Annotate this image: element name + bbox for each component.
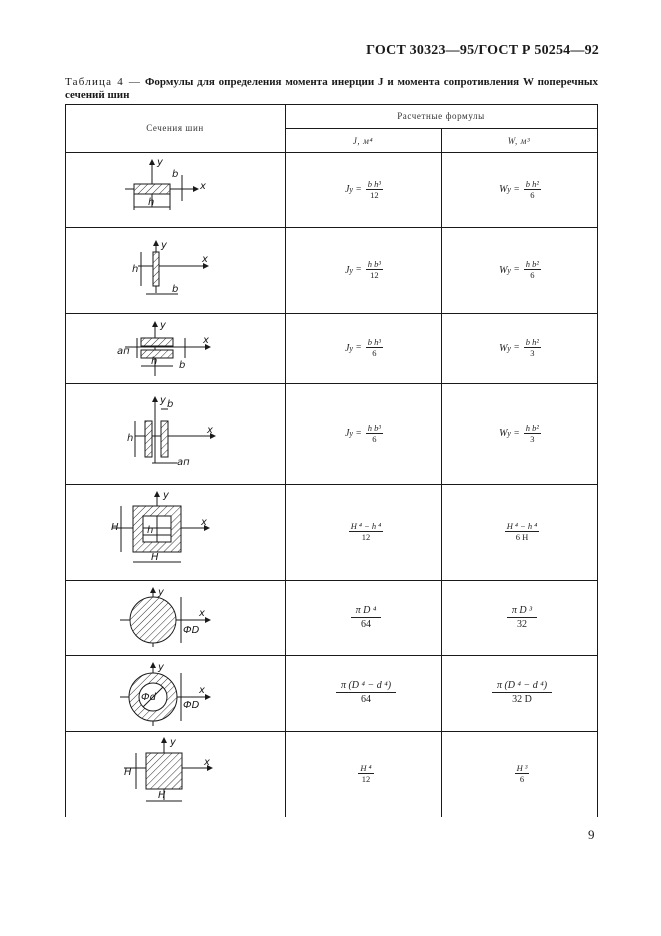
svg-text:h: h [151, 356, 158, 367]
svg-text:x: x [199, 608, 205, 619]
svg-text:y: y [158, 587, 164, 598]
document-header: ГОСТ 30323—95/ГОСТ Р 50254—92 [366, 43, 599, 58]
formula-J-row5: $\frac{\text{H ⁴ − h ⁴}}{12}$ [350, 521, 382, 542]
section-diagram-row4 [125, 393, 225, 473]
svg-text:H: H [158, 790, 166, 801]
svg-text:x: x [204, 757, 210, 768]
svg-text:h: h [127, 433, 134, 444]
formula-W-row2: W y = $\frac{\text{h b²}}{6}$ [499, 259, 539, 280]
svg-text:y: y [170, 737, 176, 748]
formula-W-row7: $\frac{\text{π (D ⁴ − d ⁴)}}{32 D}$ [442, 655, 598, 731]
table-caption [65, 76, 598, 102]
svg-text:x: x [200, 181, 206, 192]
formula-W-row8: $\frac{\text{H ³}}{6}$ [516, 763, 528, 784]
svg-text:H: H [111, 522, 119, 533]
svg-text:H: H [151, 552, 159, 563]
svg-text:y: y [160, 395, 166, 406]
section-diagram-row2 [128, 238, 218, 303]
header-formulas: Расчетные формулы [397, 111, 485, 121]
svg-text:y: y [161, 240, 167, 251]
svg-text:x: x [202, 254, 208, 265]
formula-W-row6: $\frac{\text{π D ³}}{32}$ [442, 580, 598, 655]
section-diagram-row5 [107, 488, 217, 576]
header-W: W, м³ [507, 136, 531, 146]
formula-J-row2: J y = $\frac{\text{h b³}}{12}$ [345, 259, 381, 280]
formula-J-row6: $\frac{\text{π D ⁴}}{64}$ [286, 580, 442, 655]
svg-text:y: y [160, 320, 166, 331]
header-J: J, м⁴ [352, 136, 374, 146]
section-diagram-row8 [112, 735, 217, 810]
svg-text:Фd: Фd [141, 692, 156, 703]
svg-text:b: b [172, 169, 179, 180]
page-number: 9 [588, 827, 595, 842]
svg-text:b: b [167, 399, 174, 410]
formula-J-row3: J y = $\frac{\text{b h³}}{6}$ [345, 337, 381, 358]
svg-text:h: h [132, 264, 139, 275]
svg-text:y: y [158, 662, 164, 673]
svg-text:ФD: ФD [183, 625, 200, 636]
formula-J-row1: J y = $\frac{\text{b h³}}{12}$ [345, 178, 381, 200]
svg-text:h: h [148, 197, 155, 208]
formula-W-row1: W y = $\frac{\text{b h²}}{6}$ [499, 178, 539, 200]
svg-text:x: x [201, 517, 207, 528]
section-diagram-row6 [115, 585, 215, 653]
formula-J-row8: $\frac{\text{H ⁴}}{12}$ [360, 763, 372, 784]
svg-text:x: x [203, 335, 209, 346]
section-diagram-row1 [120, 155, 220, 225]
svg-text:ФD: ФD [183, 700, 200, 711]
svg-text:y: y [157, 157, 163, 168]
svg-text:x: x [199, 685, 205, 696]
header-section: Сечения шин [146, 123, 204, 133]
svg-text:aп: aп [117, 346, 130, 357]
formula-W-row3: W y = $\frac{\text{b h²}}{3}$ [499, 337, 539, 358]
section-diagram-row7 [115, 660, 215, 730]
svg-text:y: y [163, 490, 169, 501]
svg-text:x: x [207, 425, 213, 436]
svg-text:H: H [124, 767, 132, 778]
section-diagram-row3 [115, 318, 215, 378]
svg-text:b: b [172, 284, 179, 295]
formula-W-row5: $\frac{\text{H ⁴ − h ⁴}}{6 H}$ [506, 521, 538, 542]
caption-title: Формулы для определения момента инерции J и момента сопротивления W поперечных сечений шин [65, 76, 598, 101]
svg-text:aп: aп [177, 457, 190, 468]
formula-J-row7: $\frac{\text{π (D ⁴ − d ⁴)}}{64}$ [286, 655, 442, 731]
formula-J-row4: J y = $\frac{\text{h b³}}{6}$ [345, 422, 381, 444]
formula-W-row4: W y = $\frac{\text{h b²}}{3}$ [499, 422, 539, 444]
svg-text:b: b [179, 360, 186, 371]
svg-text:h: h [147, 525, 154, 536]
caption-label: Таблица 4 — [65, 76, 142, 88]
